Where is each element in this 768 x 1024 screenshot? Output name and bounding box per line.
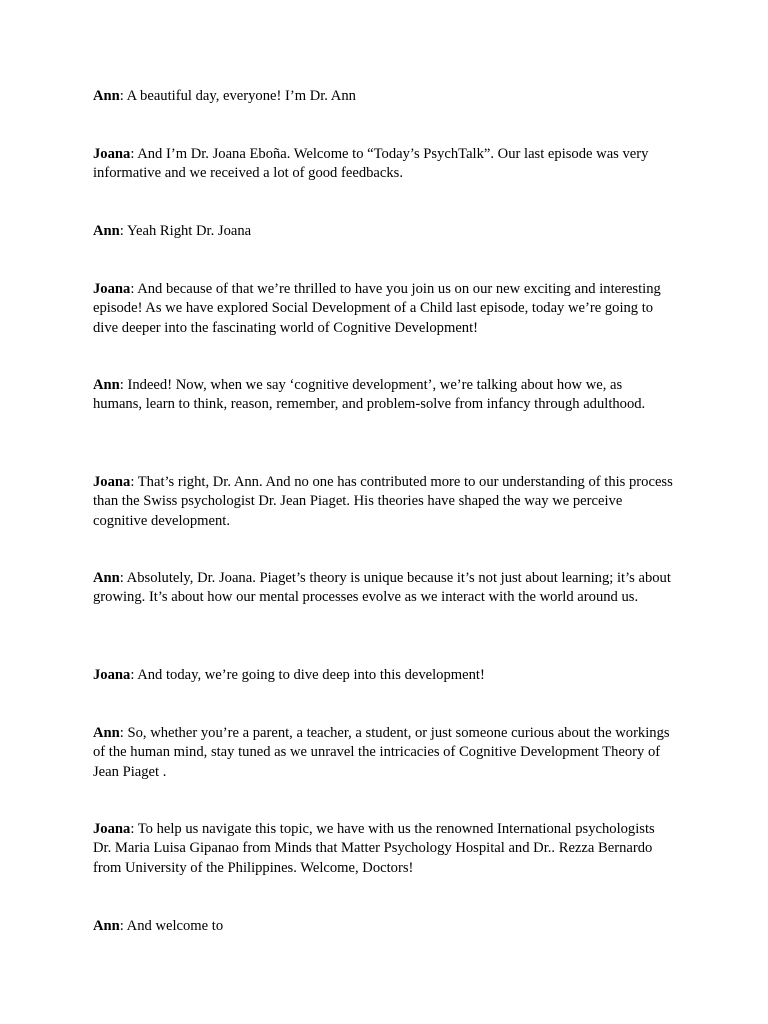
speaker-name: Joana <box>93 821 131 837</box>
dialogue-text: : And I’m Dr. Joana Eboña. Welcome to “Today’s PsychTalk”. Our last episode was very informative and we received a lot of good feedbacks. <box>93 146 649 182</box>
dialogue-text: : And because of that we’re thrilled to have you join us on our new exciting and interesting episode! As we have explored Social Development of a Child last episode, today we’re going to dive deeper into the fascinating world of Cognitive Development! <box>93 281 661 336</box>
dialogue-text: : So, whether you’re a parent, a teacher, a student, or just someone curious about the workings of the human mind, stay tuned as we unravel the intricacies of Cognitive Development Theory of Jean Piaget . <box>93 725 670 780</box>
dialogue-text: : That’s right, Dr. Ann. And no one has contributed more to our understanding of this process than the Swiss psychologist Dr. Jean Piaget. His theories have shaped the way we perceive cognitive development. <box>93 474 673 529</box>
dialogue-text: : Yeah Right Dr. Joana <box>119 223 252 239</box>
speaker-name: Ann <box>93 88 120 104</box>
transcript-line-3 <box>93 222 673 241</box>
speaker-name: Ann <box>93 570 120 586</box>
transcript-line-9 <box>93 724 673 782</box>
dialogue-text: : A beautiful day, everyone! I’m Dr. Ann <box>119 88 356 104</box>
speaker-name: Ann <box>93 918 120 934</box>
speaker-name: Joana <box>93 146 131 162</box>
transcript-line-6 <box>93 473 673 531</box>
dialogue-text: : To help us navigate this topic, we have with us the renowned International psychologists Dr. Maria Luisa Gipanao from Minds that Matter Psychology Hospital and Dr.. Rezza Bernardo from University of the Philippines. Welcome, Doctors! <box>93 821 655 876</box>
dialogue-text: : Absolutely, Dr. Joana. Piaget’s theory is unique because it’s not just about learning; it’s about growing. It’s about how our mental processes evolve as we interact with the world around us. <box>93 570 671 606</box>
speaker-name: Joana <box>93 281 131 297</box>
transcript-line-4 <box>93 280 673 338</box>
speaker-name: Joana <box>93 474 131 490</box>
dialogue-text: : And welcome to <box>119 918 224 934</box>
speaker-name: Ann <box>93 725 120 741</box>
speaker-name: Ann <box>93 223 120 239</box>
speaker-name: Ann <box>93 377 120 393</box>
dialogue-text: : Indeed! Now, when we say ‘cognitive development’, we’re talking about how we, as humans, learn to think, reason, remember, and problem-solve from infancy through adulthood. <box>93 377 646 413</box>
transcript-line-2 <box>93 145 673 184</box>
transcript-line-1 <box>93 87 673 106</box>
transcript-line-8 <box>93 666 673 685</box>
transcript-line-10 <box>93 820 673 878</box>
transcript-line-5 <box>93 376 673 415</box>
transcript-line-11 <box>93 917 673 936</box>
speaker-name: Joana <box>93 667 131 683</box>
transcript-line-7 <box>93 569 673 608</box>
dialogue-text: : And today, we’re going to dive deep into this development! <box>130 667 485 683</box>
